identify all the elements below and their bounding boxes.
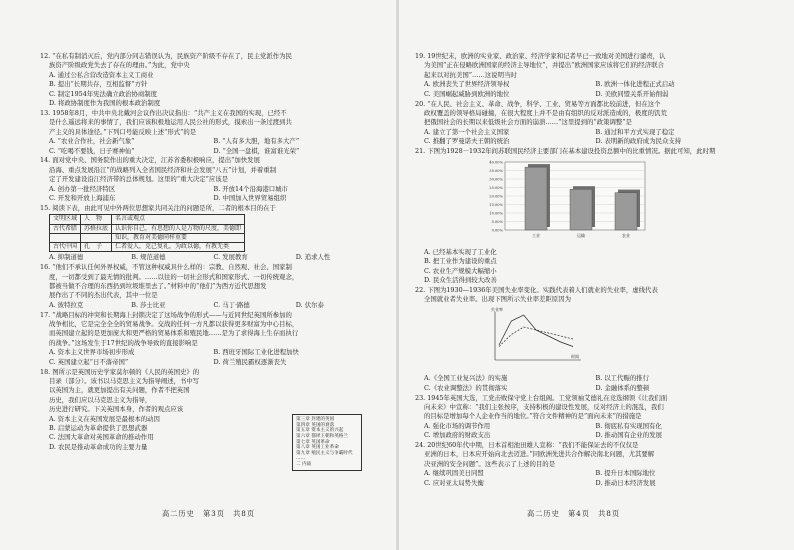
answer-options [415,374,767,393]
question-text-line: 19. 19世纪末，欧洲的实业家、政治家、经济学家和记者早已一致地对美国进行谴责，认 [415,52,666,60]
series-line [499,315,573,347]
answer-option: B. 彻底私有实现国有化 [595,421,662,430]
table-header-row [50,215,245,224]
question-text-line: 决亚洲的安全问题”。这些表示了上述的目的是 [424,459,556,468]
left-question-column [40,52,378,473]
question-text-line: 的目标是增加每个人企业作当的地位。”符合文件精神的是“面向未来”的措施是 [424,412,642,421]
table-cell [81,233,112,242]
answer-option: C. 开发和开放上海浦东 [49,194,116,203]
answer-option: C. 发展教育 [213,253,248,262]
answer-option: A. 创办第一批经济特区 [49,184,116,193]
question-block [40,52,378,108]
contents-entry: 第九章 殖民主义与争霸时代 [296,450,353,456]
bar-chart-21 [475,158,767,245]
question-text-line: 为美国“正在侵略欧洲国家的经济主导地位”，并提出“欧洲国家应该将它们的经济联合 [424,61,664,70]
answer-option: A. 资本主义世界市场初步形成 [49,348,135,357]
table-cell: 孔 子 [81,243,112,252]
question-block [415,441,767,488]
table-row [50,233,245,242]
question-text-line: 20. “在人民、社会主义、革命、战争，科学、工业、贸易等方面都比较前进，但在这个 [415,99,661,108]
question-text-line: 21. 下图为1928－1932年间苏联国民经济主要部门在基本建设投资总额中的比重情况。据此可知，此时期 [415,147,716,156]
answer-option: C. 美国崛起威胁到欧洲的地位 [424,89,510,98]
question-text-line: 战争相比，它是完全全全的贸易战争。交战的任何一方凡都以获得更多财富为中心目标， [49,320,299,329]
table-cell [50,233,81,242]
answer-option: C. 增加政府的财政支出 [424,431,491,440]
answer-option: A. 继续巩固美日同盟 [424,469,484,478]
question-text-line: 定了开发建设沿江经济带的总体规划。这里的“重大决定”应该是 [49,175,229,184]
answer-option: D. 农民是推动革命成功的主要力量 [49,442,148,451]
answer-option: B. 开放14个沿海港口城市 [213,184,288,193]
answer-option: C. 制定1954年宪法确立政治协商制度 [49,89,158,98]
right-page-footer: 高二历史 第4页 共8页 [527,509,621,518]
question-text-line: B. 把工业作为建设的重点 [424,257,497,266]
table-thinkers [49,214,245,252]
right-page [397,0,794,550]
question-text-line: 23. 1945年英国大选，工党击败保守党上台组阁。工党领袖艾德礼在竞选纲领《让我们面 [415,393,668,402]
question-text-line: 亚洲的日本，日本应开始向北去迈进。”同欧洲先进共合作解决南北问题，尤其要解 [424,450,655,459]
y-tick-label: 25.00% [489,186,503,191]
answer-option: B. 提出“长期共存，互相监督”方针 [49,80,148,89]
y-tick-label: 35.00% [489,169,503,174]
answer-option: A. 抑制道德 [49,253,84,262]
answer-option: B. 以工代赈的推行 [595,374,649,383]
question-text-line: C. 农业生产规模大幅缩小 [424,266,497,275]
bar [615,193,637,230]
table-cell: 古代中国 [50,243,81,252]
y-tick-label: 30.00% [489,177,503,182]
y-tick-label: 20.00% [489,194,503,199]
answer-option: D. 推动日本经济发展 [595,478,656,487]
question-block [40,368,378,471]
question-block [415,52,767,99]
table-header-cell: 文明区域 [50,215,81,224]
contents-entry: 二 内战 [296,462,312,467]
question-text-line: 全国就业者失业率。出现下图所示失业率差距原因为 [424,295,571,304]
question-text-line: A. 已经基本实现了工业化 [424,247,497,256]
answer-option: B. 通过和平方式实现了稳定 [595,127,675,136]
table-row [50,224,245,233]
question-text-line: 24. 20世纪60年代中期，日本首相池田雄人宣称：“我们不能保证去的不仅仅是 [415,441,639,450]
x-axis-label: 时间 [571,353,579,359]
answer-options [40,253,378,262]
question-text-line: 12. “在私有制消灭后，党内部分同志错误认为，民族资产阶级不存在了，民主党派作为民 [40,52,292,60]
question-block [40,109,378,156]
answer-option: A. 强化市场的调节作用 [424,421,491,430]
left-page-footer: 高二历史 第3页 共8页 [162,509,256,518]
question-text-line: 历史进行研究。下关英国本身，作者的观点应该 [49,405,184,414]
question-block [40,156,378,203]
question-text-line: 是什么遥远将来的事情了，我们应该积极地运用人民公社的形式，摸索出一条过渡到共 [49,118,292,127]
question-text-line: 以英国为主，就更加提出有关问题，作者不把英国 [49,386,190,395]
question-block [415,100,767,147]
answer-option: C. 英国建立起“日不落帝国” [49,357,129,366]
y-tick-label: 15.00% [489,203,503,208]
answer-options [40,348,378,367]
question-text-line: 的战争。”这场发生于17世纪的战争导致的直接影响是 [49,338,198,347]
answer-options [415,422,767,441]
answer-option: C. 马丁·路德 [213,300,250,309]
question-text-line: 15. 阅读下表，由此可见中外两位思想家共同关注的问题是所，二者的根本目的在于 [40,204,276,212]
question-text-line: 把俄国社会的长期以来低级社会方面的崩溃……”这里提到的“政策调整”是 [424,118,632,127]
answer-option: B. 规范道德 [131,253,166,262]
contents-entry: …… [296,456,306,462]
bar [570,190,592,231]
x-category-label: 运输 [577,233,585,239]
y-axis-label: 失业率 [491,306,503,312]
x-category-label: 工业 [532,233,540,239]
question-text-line: 族资产阶级政党失去了存在的理由。”为此，党中央 [49,61,190,70]
y-tick-label: 5.00% [491,220,503,225]
question-block [415,147,767,156]
question-text-line: 政权覆盖的领导格局碰撞，在很大程度上并不是由有组织的反对派造成的，极度的饥荒 [424,108,667,117]
answer-option: B. 西班牙国际工业化进程加快 [213,348,299,357]
answer-options [40,301,378,310]
table-cell: 知识，教育对美德同样重要 [112,233,245,242]
question-block [415,394,767,441]
answer-option: D. 中国加入世界贸易组织 [213,194,287,203]
question-text-line: 度，一切都受到了最无情的批判。……以往的一切社会形式和国家形式、一切传统观念， [49,272,299,281]
table-header-cell: 人 物 [81,215,112,224]
question-block [415,374,767,393]
question-text-line: 向未来》中宣称：“我们主张按序，支持积极的建设性发展，反对经济上的混乱，我们 [424,402,664,411]
answer-option: B. “人有多大胆，地有多大产” [213,137,300,146]
answer-option: B. 欧洲一体化进程正式启动 [595,80,675,89]
x-category-label: 农业 [622,233,630,239]
answer-options [40,71,378,109]
answer-option: A. 欧洲丧失了世界经济领导权 [424,80,510,89]
answer-option: C.《农业调整法》的贯彻落实 [424,383,508,392]
question-block [40,311,378,367]
answer-option: B. 启蒙运动为革命提供了思想武器 [49,424,148,433]
right-question-column [415,52,767,489]
question-text-line: 产主义的具体途径。”下列口号能反映上述“形式”的是 [49,127,197,136]
table-cell: 认识你自己，有思想的人是万物的尺度，美德即 [112,224,245,233]
question-text-line: 18. 图所示是英国历史学家莫尔顿的《人民的英国史》的 [40,367,200,376]
question-text-line: 22. 下图为1930—1936年美国失业率变化。实践代表着人们就业的失业率，虚线代表 [415,286,658,294]
contents-entry: 第三章 封建的英国 [296,417,335,423]
contents-entry: 第七章 英国革命 [296,439,330,445]
table-cell: 仁者爱人，克己复礼，为政以德，有教无类 [112,243,245,252]
question-text-line: 沿海、重点发展沿江”的战略列入全省国民经济和社会发展“八五”计划，并着重制 [49,165,277,174]
bar-chart-svg [475,158,665,242]
question-text-line: 而英国建立起的是更加庞大和更严格的贸易体系和殖民地……是为了求得海上生存而执行 [49,329,299,338]
bar [525,168,547,231]
answer-option: C. “吃喝不要钱，日子赛神仙” [49,146,135,155]
question-text-line: 都被当做不合理的东西扔到垃圾堆里去了。”材料中的“他们”为西方近代思想发 [49,281,267,290]
question-text-line: 13. 1958年8月，中共中央北戴河会议作出决议指出：“共产主义在我国的实现，已经不 [40,108,287,117]
question-block [40,204,378,263]
question-text-line: 目录（部分）。该书以马克思主义为指导阐述，书中写 [49,377,200,385]
contents-entry: 第八章 英国工业革命 [296,445,339,451]
question-text-line: 起来以对抗美国”……这说明当时 [424,70,517,79]
contents-entry: 第四章 英国的衰落 [296,422,335,428]
y-tick-label: 0.00% [491,228,503,233]
question-block [40,263,378,310]
y-tick-label: 40.00% [489,160,503,165]
answer-option: A. 彼特拉克 [49,300,84,309]
answer-option: B. 莎士比亚 [131,300,166,309]
question-block [415,248,767,286]
question-block [415,286,767,305]
answer-option: D. 追求人性 [295,253,331,262]
answer-option: D. 推动国有企业的发展 [595,431,662,440]
answer-option: A.《全国工业复兴法》的实施 [424,374,508,383]
answer-option: D. 将政协制度作为我国的根本政治制度 [49,99,161,108]
answer-option: C. 推翻了罗曼诺夫王朝的统治 [424,137,510,146]
answer-options [40,137,378,156]
question-text-line: D. 民众生活得到较大改善 [424,276,497,285]
answer-options [40,185,378,204]
answer-options [415,80,767,99]
question-text-line: 17. “战略目标的冲突和长期海上封锁决定了这场战争的形式——与近同世纪英国所参加的 [40,310,292,319]
contents-entry: 第六章 都铎王朝和英格兰 [296,434,348,440]
table-row [50,243,245,252]
answer-option: D. 荷兰殖民霸权逐渐丧失 [213,357,287,366]
table-cell: 苏格拉底 [81,224,112,233]
question-text-line: 14. 面对党中央、国务院作出的重大决定，江苏省委积极响应，提出“加快发展 [40,156,260,165]
answer-options [415,128,767,147]
answer-option: D. 金融体系的整顿 [595,383,650,392]
table-header-cell: 名言或观点 [112,215,245,224]
answer-option: A. 资本主义在英国发展是最根本的动因 [49,414,160,423]
answer-option: C. 法国大革命对英国革命的推动作用 [49,433,154,442]
answer-option: D. 美欧同盟关系开始削弱 [595,89,669,98]
line-chart-22 [485,306,767,373]
answer-option: D. 伏尔泰 [295,300,324,309]
table-cell: 古代希腊 [50,224,81,233]
y-tick-label: 10.00% [489,211,503,216]
answer-option: B. 提升日本国际地位 [595,469,656,478]
answer-option: D. 表明新的政府成为民众支持 [595,137,682,146]
question-text-line: 历史，我们应以马克思主义为指导， [49,395,152,404]
question-text-line: 展作出了不同的杰出代表，其中一位是 [49,291,158,300]
answer-option: D. “全国一盘棋，谁富谁光荣” [213,146,300,155]
question-text-line: 16. “他们不承认任何外界权威，不管这种权威具什么样的：宗教、自然观、社会、国家制 [40,263,292,272]
contents-entry: 第五章 资本主义的兴起 [296,428,344,434]
line-chart-svg [485,306,595,370]
answer-option: A. 通过公私合营改造资本主义工商业 [49,70,154,79]
answer-option: A. “农业合作社，社会新气象” [49,137,135,146]
answer-option: A. 建立了第一个社会主义国家 [424,127,510,136]
answer-options [415,469,767,488]
answer-option: C. 应对亚太局势失衡 [424,478,484,487]
